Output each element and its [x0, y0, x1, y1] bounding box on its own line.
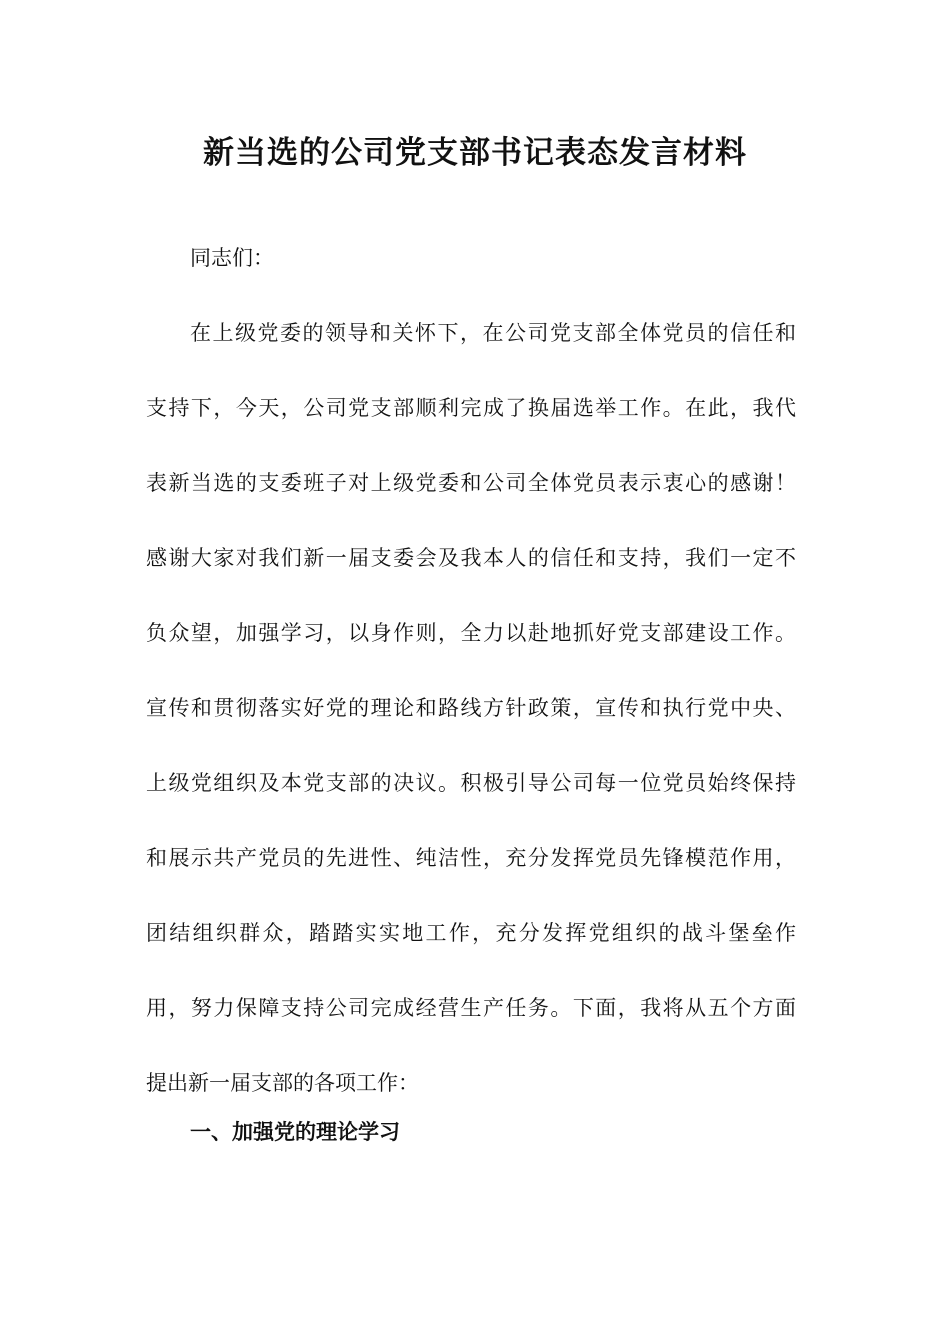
paragraph-line: 在上级党委的领导和关怀下，在公司党支部全体党员的信任和 — [190, 321, 796, 345]
paragraph-line: 团结组织群众，踏踏实实地工作，充分发挥党组织的战斗堡垒作 — [146, 921, 796, 945]
salutation: 同志们： — [190, 246, 274, 270]
paragraph-line: 宣传和贯彻落实好党的理论和路线方针政策，宣传和执行党中央、 — [146, 696, 796, 720]
paragraph-line: 上级党组织及本党支部的决议。积极引导公司每一位党员始终保持 — [146, 771, 796, 795]
document-title: 新当选的公司党支部书记表态发言材料 — [203, 135, 747, 171]
paragraph-line: 用，努力保障支持公司完成经营生产任务。下面，我将从五个方面 — [146, 996, 796, 1020]
paragraph-line: 提出新一届支部的各项工作： — [146, 1071, 419, 1095]
paragraph-line: 负众望，加强学习，以身作则，全力以赴地抓好党支部建设工作。 — [146, 621, 796, 645]
body-paragraph — [146, 296, 796, 1121]
paragraph-line: 支持下，今天，公司党支部顺利完成了换届选举工作。在此，我代 — [146, 396, 796, 420]
paragraph-line: 表新当选的支委班子对上级党委和公司全体党员表示衷心的感谢！ — [146, 471, 796, 495]
paragraph-line: 感谢大家对我们新一届支委会及我本人的信任和支持，我们一定不 — [146, 546, 796, 570]
paragraph-line: 和展示共产党员的先进性、纯洁性，充分发挥党员先锋模范作用， — [146, 846, 796, 870]
section-heading: 一、加强党的理论学习 — [190, 1120, 400, 1144]
